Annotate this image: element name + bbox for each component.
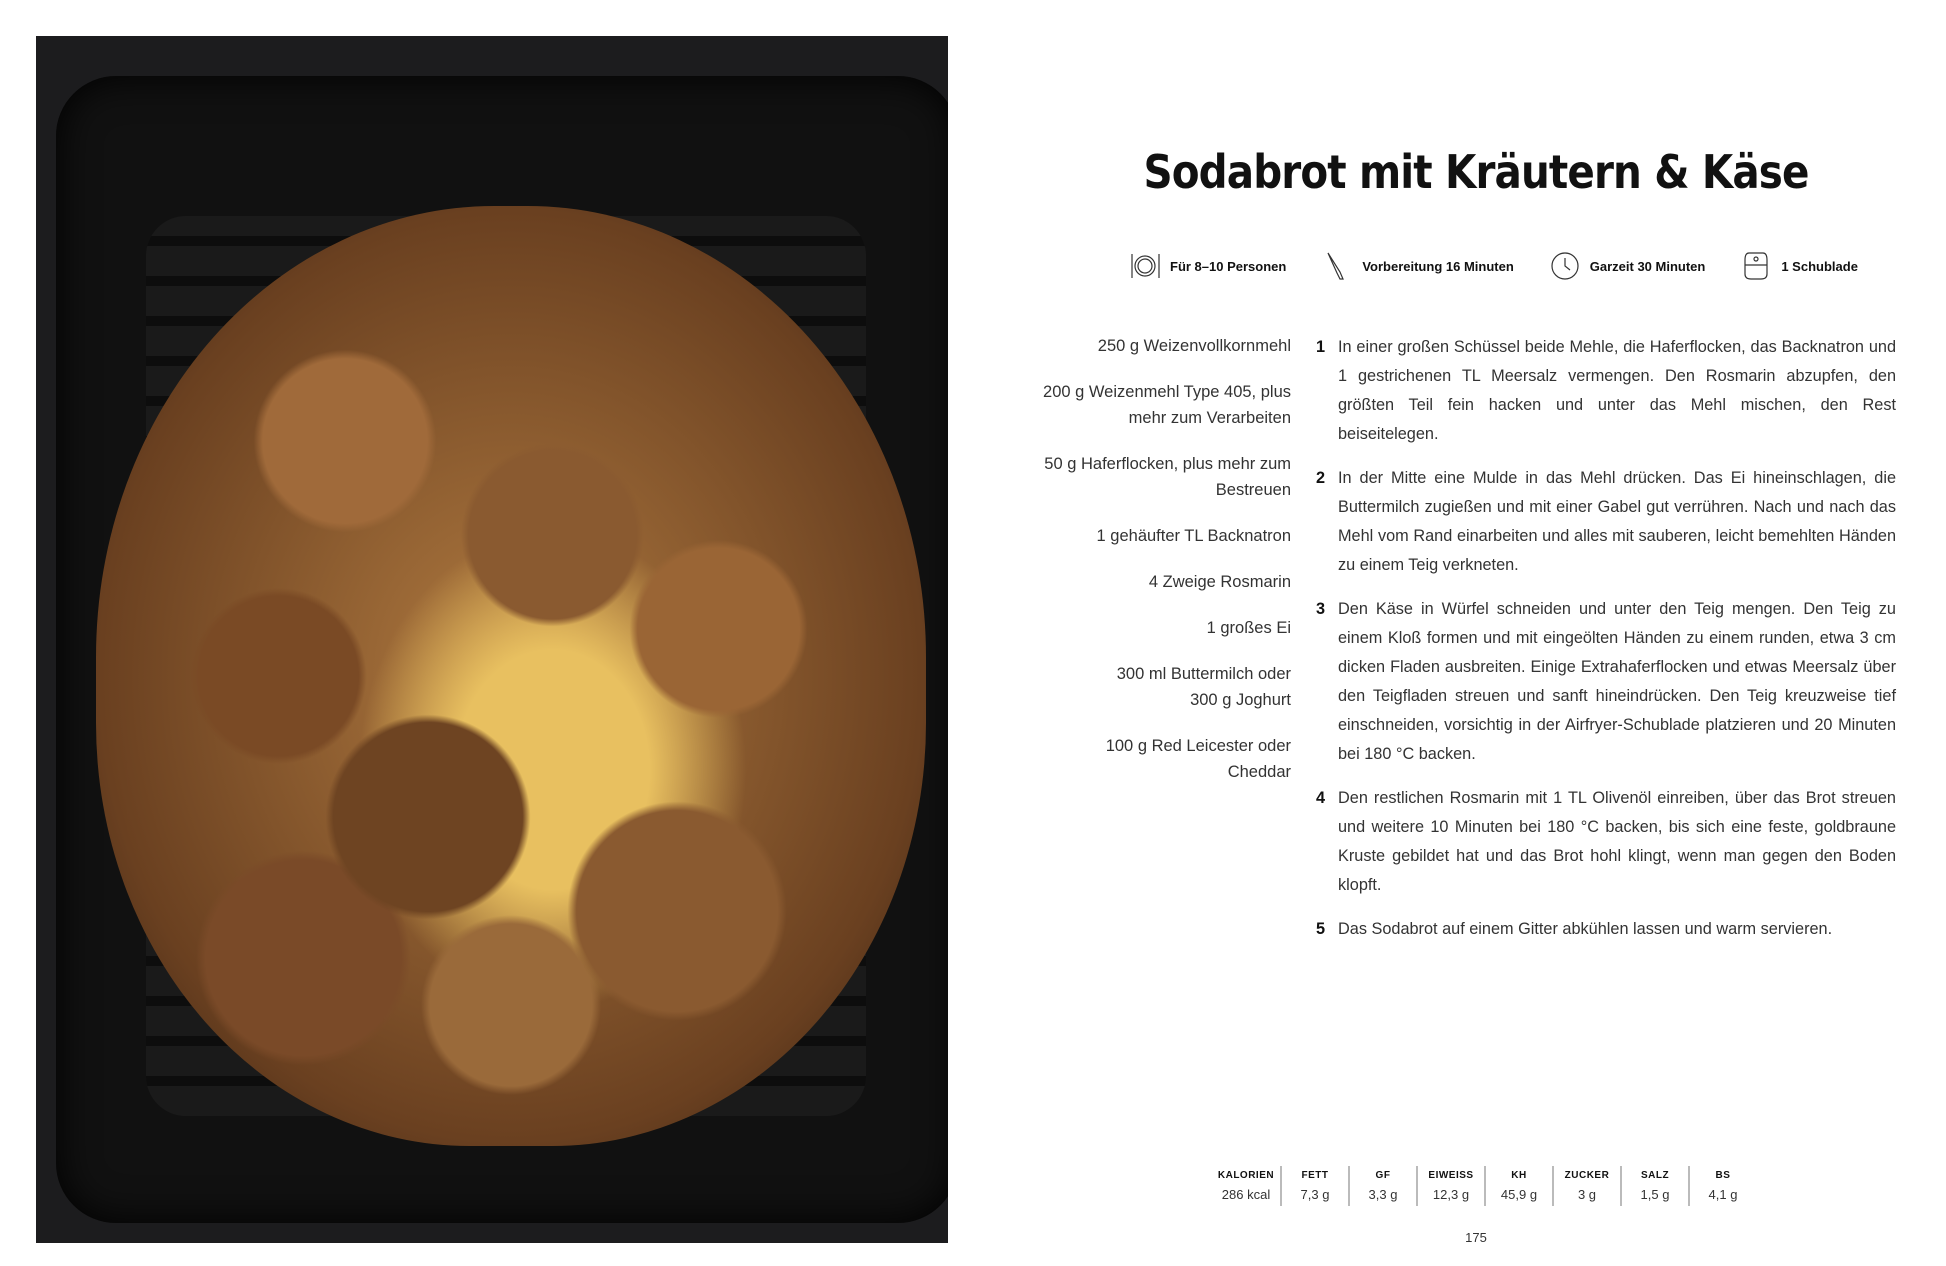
ingredient: 50 g Haferflocken, plus mehr zum Bestreuen (1044, 455, 1291, 499)
step-text: Den Käse in Würfel schneiden und unter den Teig mengen. Den Teig zu einem Kloß formen und mit eingeölten Händen zu einem runden, etwa 3 cm dicken Fladen ausbreiten. Einige Extrahaferflocken und etwas Meersalz über den Teigfladen streuen und sanft hineindrücken. Den Teig kreuzweise tief einschneiden, vorsichtig in der Airfryer-Schublade platzieren und 20 Minuten bei 180 °C backen. (1338, 600, 1896, 763)
nutrition-value: 286 kcal (1221, 1187, 1271, 1202)
nutrition-value: 4,1 g (1708, 1187, 1738, 1202)
step (1316, 464, 1896, 580)
nutrition-item (1484, 1166, 1552, 1206)
recipe-title: Sodabrot mit Kräutern & Käse (1143, 145, 1809, 199)
soda-bread (96, 206, 926, 1146)
step-text: In der Mitte eine Mulde in das Mehl drücken. Das Ei hineinschlagen, die Buttermilch zugießen und mit einer Gabel gut verrühren. Nach und nach das Mehl vom Rand einarbeiten und alles mit sauberen, leicht bemehlten Händen zu einem Teig verkneten. (1338, 469, 1896, 574)
meta-label: 1 Schublade (1781, 258, 1858, 274)
nutrition-label: KH (1511, 1170, 1527, 1181)
nutrition-item (1688, 1166, 1756, 1206)
step-text: Den restlichen Rosmarin mit 1 TL Olivenöl einreiben, über das Brot streuen und weitere 10 Minuten bei 180 °C backen, bis sich eine feste, goldbraune Kruste gebildet hat und das Brot hohl klingt, wenn man gegen den Boden klopft. (1338, 789, 1896, 894)
air-fryer-icon (1739, 250, 1773, 282)
ingredient: 200 g Weizenmehl Type 405, plus mehr zum Verarbeiten (1043, 383, 1291, 427)
step (1316, 784, 1896, 900)
nutrition-label: ZUCKER (1564, 1170, 1610, 1181)
step-number: 5 (1316, 920, 1326, 938)
nutrition-label: KALORIEN (1217, 1170, 1275, 1181)
nutrition-value: 45,9 g (1500, 1187, 1538, 1202)
step-list (1316, 333, 1896, 959)
nutrition-value: 7,3 g (1300, 1187, 1330, 1202)
step-number: 3 (1316, 600, 1326, 618)
step-number: 2 (1316, 469, 1326, 487)
step-text: In einer großen Schüssel beide Mehle, die Haferflocken, das Backnatron und 1 gestrichenen TL Meersalz vermengen. Den Rosmarin abzupfen, den größten Teil fein hacken und unter das Mehl mischen, den Rest beiseitelegen. (1338, 338, 1896, 443)
nutrition-table (1212, 1166, 1756, 1206)
recipe-meta (1128, 250, 1858, 282)
knife-icon (1320, 250, 1354, 282)
nutrition-value: 1,5 g (1640, 1187, 1670, 1202)
nutrition-label: GF (1375, 1170, 1391, 1181)
meta-servings (1128, 250, 1286, 282)
recipe-photo (36, 36, 948, 1243)
nutrition-label: FETT (1301, 1170, 1329, 1181)
plate-cutlery-icon (1128, 250, 1162, 282)
ingredient: 250 g Weizenvollkornmehl (1097, 337, 1291, 355)
ingredient: 100 g Red Leicester oder Cheddar (1105, 737, 1291, 781)
nutrition-item (1416, 1166, 1484, 1206)
meta-label: Für 8–10 Personen (1170, 258, 1287, 274)
nutrition-item (1212, 1166, 1280, 1206)
meta-label: Garzeit 30 Minuten (1589, 258, 1706, 274)
meta-label: Vorbereitung 16 Minuten (1362, 258, 1514, 274)
ingredient-list (1040, 333, 1291, 805)
step-text: Das Sodabrot auf einem Gitter abkühlen lassen und warm servieren. (1338, 920, 1833, 938)
ingredient: 1 großes Ei (1206, 619, 1291, 637)
step (1316, 333, 1896, 449)
meta-drawer (1739, 250, 1858, 282)
nutrition-label: EIWEISS (1428, 1170, 1474, 1181)
step-number: 1 (1316, 338, 1326, 356)
nutrition-value: 12,3 g (1432, 1187, 1470, 1202)
ingredient: 300 ml Buttermilch oder 300 g Joghurt (1116, 665, 1291, 709)
ingredient: 4 Zweige Rosmarin (1148, 573, 1291, 591)
step (1316, 915, 1896, 944)
page-number: 175 (1465, 1230, 1487, 1245)
meta-prep (1320, 250, 1513, 282)
nutrition-label: BS (1715, 1170, 1731, 1181)
nutrition-value: 3 g (1577, 1187, 1597, 1202)
meta-cook (1548, 250, 1706, 282)
nutrition-item (1552, 1166, 1620, 1206)
nutrition-item (1280, 1166, 1348, 1206)
step-number: 4 (1316, 789, 1326, 807)
clock-icon (1548, 250, 1582, 282)
ingredient: 1 gehäufter TL Backnatron (1096, 527, 1291, 545)
nutrition-item (1348, 1166, 1416, 1206)
nutrition-item (1620, 1166, 1688, 1206)
nutrition-label: SALZ (1640, 1170, 1670, 1181)
step (1316, 595, 1896, 769)
nutrition-value: 3,3 g (1368, 1187, 1398, 1202)
